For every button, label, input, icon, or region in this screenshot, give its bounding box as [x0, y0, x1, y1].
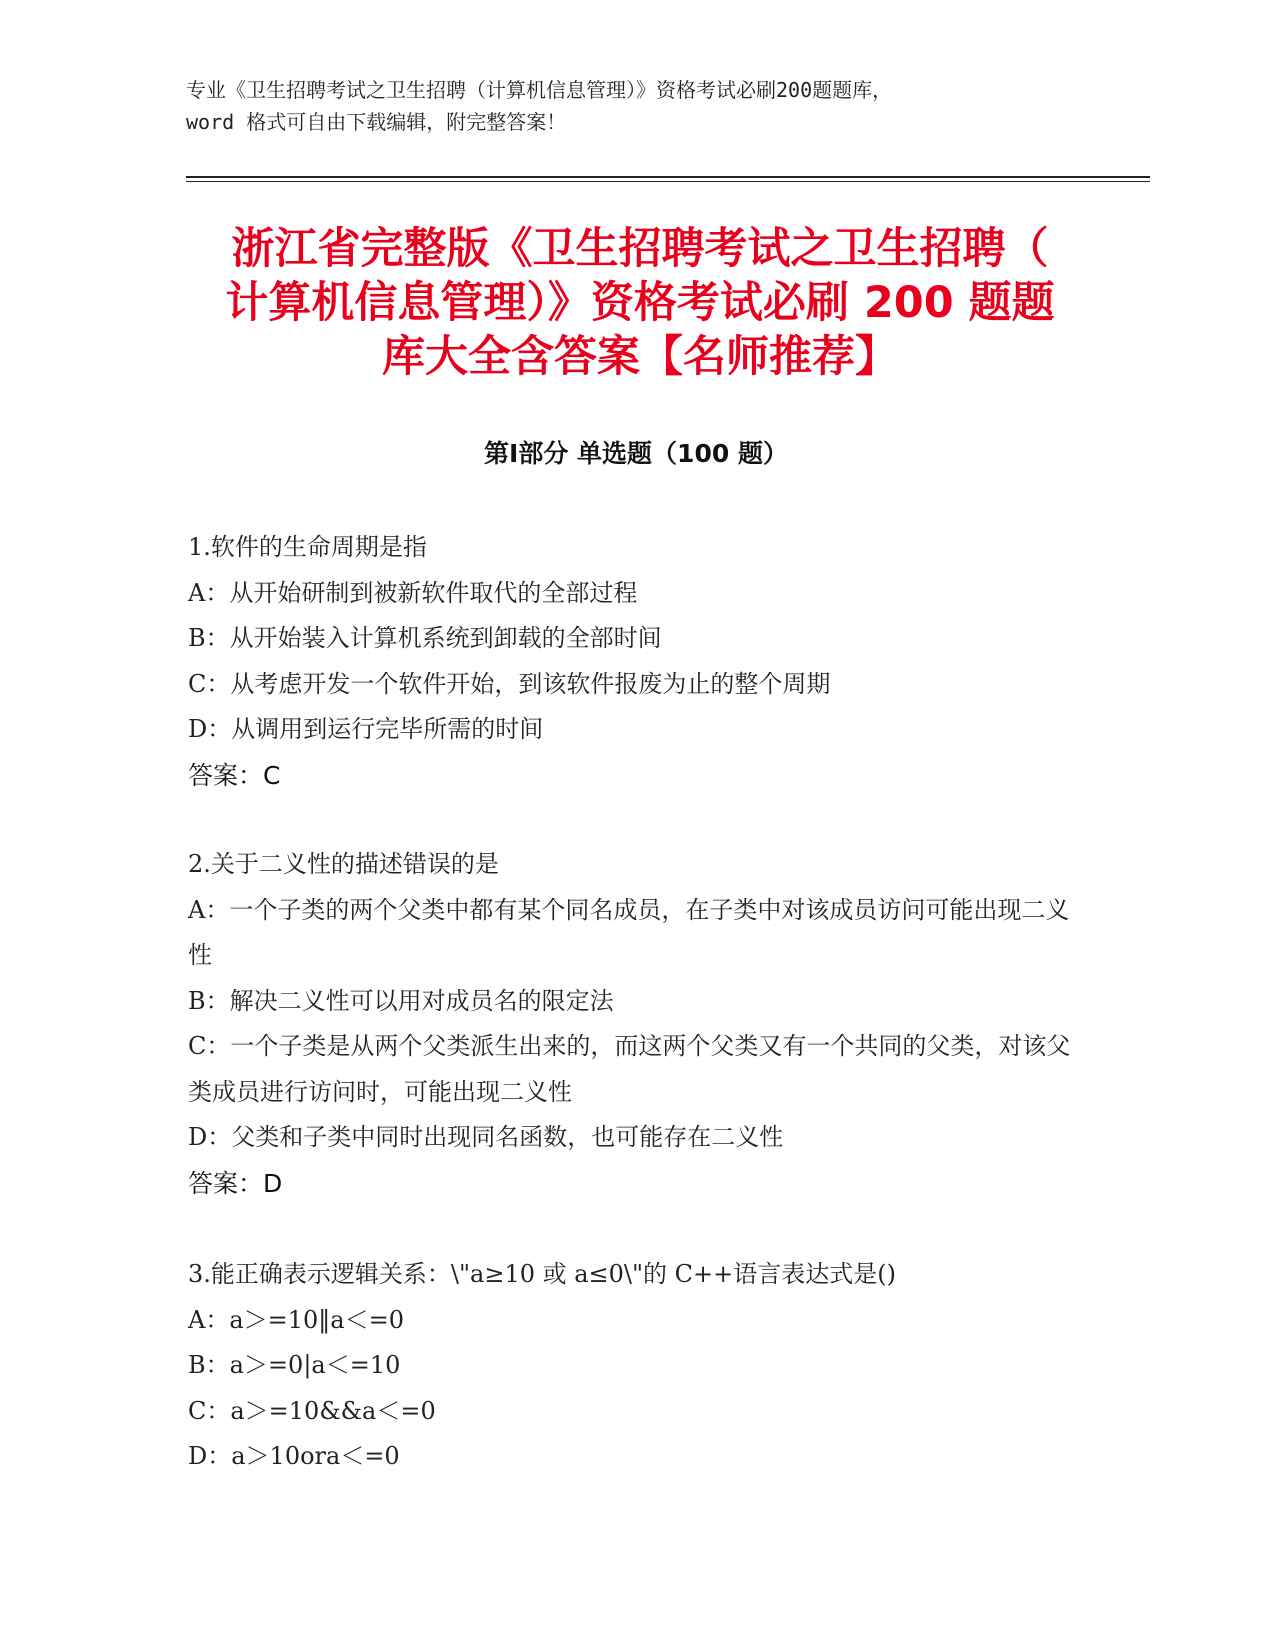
option-a: A：一个子类的两个父类中都有某个同名成员，在子类中对该成员访问可能出现二义性 — [188, 895, 1070, 969]
option-a: A：a＞=10‖a＜=0 — [188, 1305, 404, 1334]
question-stem: 2.关于二义性的描述错误的是 — [188, 850, 499, 878]
question-3 — [188, 1252, 1078, 1480]
title-line-2: 计算机信息管理）》资格考试必刷 200 题题 — [225, 278, 1055, 328]
header-note — [186, 74, 1086, 138]
question-2 — [188, 842, 1078, 1206]
option-c: C：一个子类是从两个父类派生出来的，而这两个父类又有一个共同的父类，对该父类成员进行访问时，可能出现二义性 — [188, 1032, 1071, 1106]
title-line-3: 库大全含答案【名师推荐】 — [382, 332, 898, 382]
option-c: C：从考虑开发一个软件开始，到该软件报废为止的整个周期 — [188, 669, 831, 698]
question-1 — [188, 525, 1078, 798]
header-note-line-1: 专业《卫生招聘考试之卫生招聘（计算机信息管理）》资格考试必刷200题题库， — [186, 78, 893, 102]
header-rule-thin — [186, 181, 1150, 182]
section-title: 第Ⅰ部分 单选题（100 题） — [484, 439, 788, 468]
option-b: B：从开始装入计算机系统到卸载的全部时间 — [188, 624, 662, 652]
option-d: D：父类和子类中同时出现同名函数，也可能存在二义性 — [188, 1123, 784, 1151]
question-stem: 3.能正确表示逻辑关系：\"a≥10 或 a≤0\"的 C++语言表达式是() — [188, 1260, 896, 1288]
question-stem: 1.软件的生命周期是指 — [188, 533, 427, 561]
option-c: C：a＞=10&&a＜=0 — [188, 1396, 436, 1425]
answer: 答案：C — [188, 760, 281, 790]
option-d: D：从调用到运行完毕所需的时间 — [188, 715, 544, 743]
option-b: B：a＞=0|a＜=10 — [188, 1351, 401, 1379]
document-title — [190, 222, 1090, 384]
header-note-line-2: word 格式可自由下载编辑，附完整答案！ — [186, 110, 567, 134]
option-a: A：从开始研制到被新软件取代的全部过程 — [188, 578, 638, 607]
answer: 答案：D — [188, 1168, 283, 1198]
title-line-1: 浙江省完整版《卫生招聘考试之卫生招聘（ — [231, 224, 1049, 274]
option-b: B：解决二义性可以用对成员名的限定法 — [188, 986, 614, 1015]
option-d: D：a＞10ora＜=0 — [188, 1442, 400, 1470]
header-rule-thick — [186, 176, 1150, 178]
